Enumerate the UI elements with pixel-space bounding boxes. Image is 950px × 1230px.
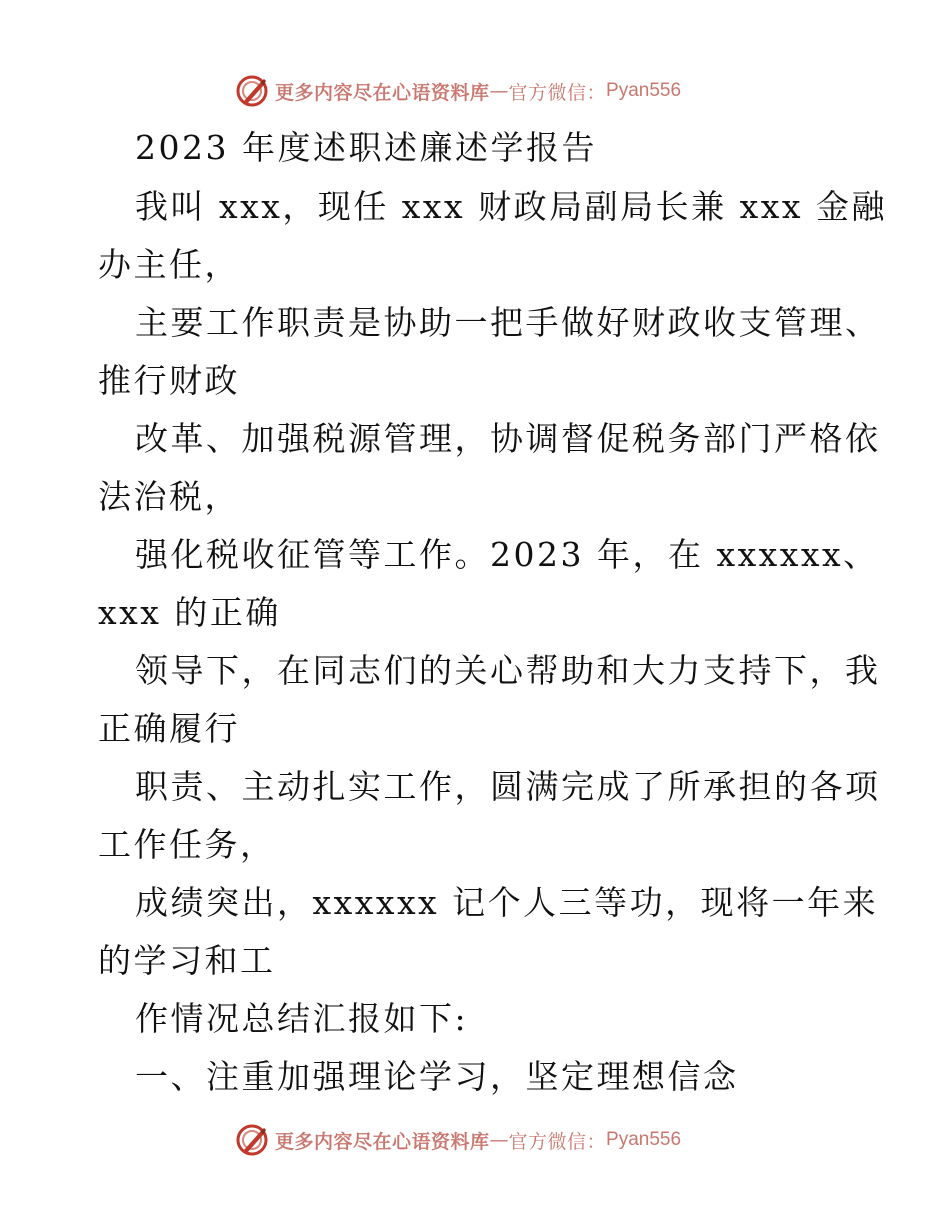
body-line: 作情况总结汇报如下: xyxy=(135,999,469,1038)
pen-logo-icon xyxy=(235,74,269,108)
body-line: 我叫 xxx，现任 xxx 财政局副局长兼 xxx 金融 xyxy=(135,187,887,226)
body-line: 的学习和工 xyxy=(98,941,276,980)
body-line: 职责、主动扎实工作，圆满完成了所承担的各项 xyxy=(135,767,881,806)
watermark-text: 更多内容尽在心语资料库 xyxy=(275,1130,490,1153)
body-line: 成绩突出，xxxxxx 记个人三等功，现将一年来 xyxy=(135,883,879,922)
watermark-wechat-id: Pyan556 xyxy=(606,80,682,101)
body-line: 强化税收征管等工作。2023 年，在 xxxxxx、 xyxy=(135,535,879,574)
watermark-wechat-label: 官方微信： xyxy=(508,1130,607,1153)
body-line: 办主任， xyxy=(98,245,240,284)
watermark-separator: — xyxy=(489,80,509,102)
body-line: 工作任务， xyxy=(98,825,276,864)
header-watermark xyxy=(235,71,681,111)
body-line: 主要工作职责是协助一把手做好财政收支管理、 xyxy=(135,303,881,342)
watermark-wechat-label: 官方微信： xyxy=(508,81,607,104)
body-line: xxx 的正确 xyxy=(98,593,281,632)
watermark-separator: — xyxy=(489,1129,509,1151)
footer-watermark xyxy=(235,1120,681,1160)
section-heading: 一、注重加强理论学习，坚定理想信念 xyxy=(135,1057,739,1096)
watermark-text: 更多内容尽在心语资料库 xyxy=(275,81,490,104)
watermark-wechat-id: Pyan556 xyxy=(606,1129,682,1150)
body-line: 正确履行 xyxy=(98,709,240,748)
body-line: 领导下，在同志们的关心帮助和大力支持下，我 xyxy=(135,651,881,690)
body-line: 法治税， xyxy=(98,477,240,516)
body-line: 改革、加强税源管理，协调督促税务部门严格依 xyxy=(135,419,881,458)
pen-logo-icon xyxy=(235,1123,269,1157)
body-line: 推行财政 xyxy=(98,361,240,400)
document-title: 2023 年度述职述廉述学报告 xyxy=(135,128,597,167)
